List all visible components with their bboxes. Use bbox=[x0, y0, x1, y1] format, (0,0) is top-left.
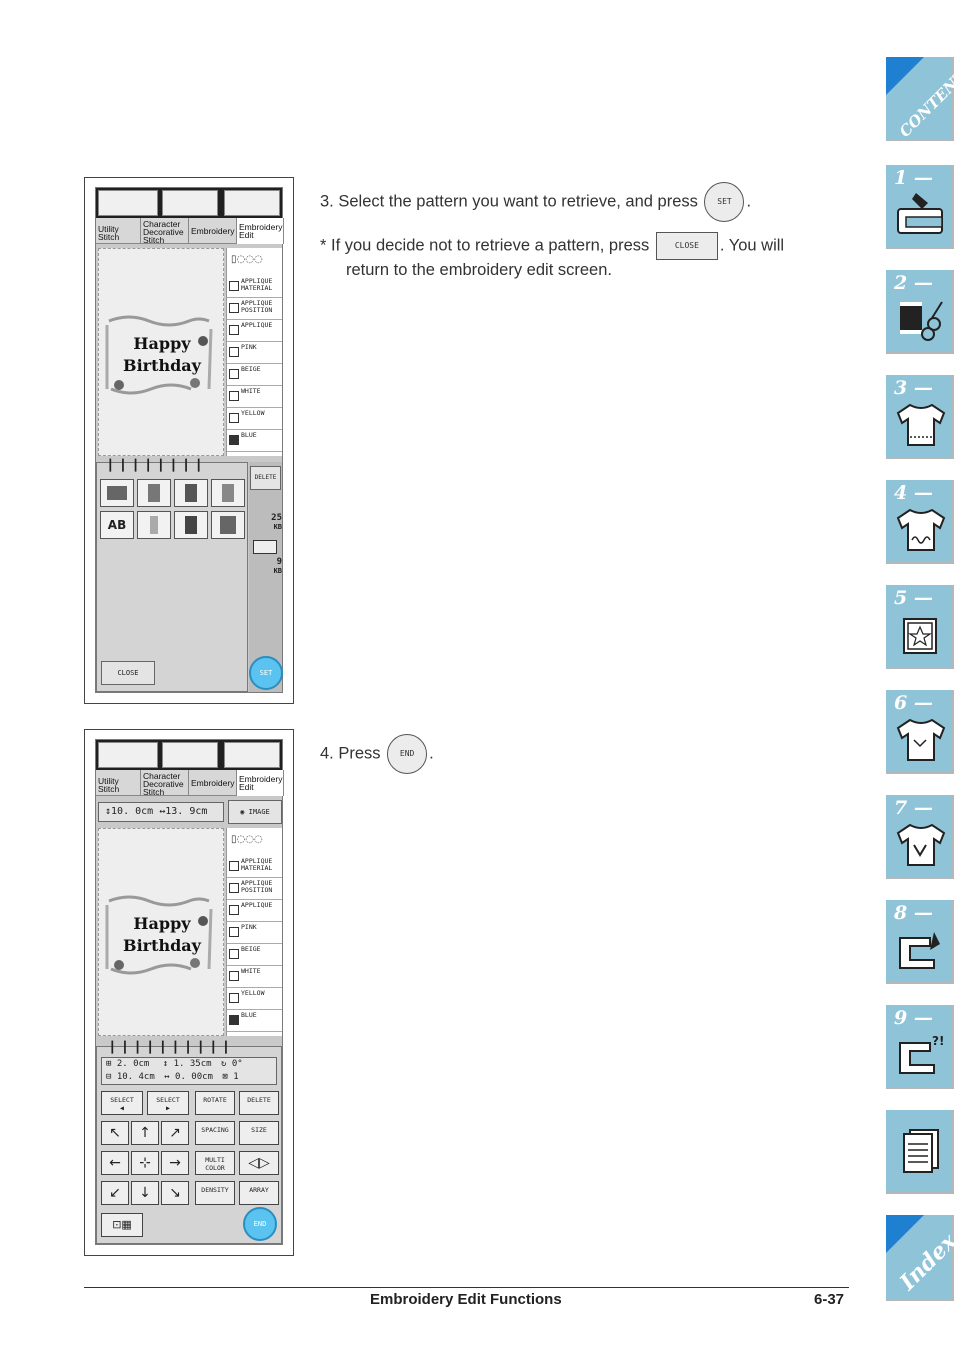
machine-troubleshooting-icon bbox=[894, 1029, 946, 1081]
color-row bbox=[227, 944, 282, 966]
color-row bbox=[227, 430, 282, 452]
tab-document[interactable] bbox=[886, 1110, 954, 1194]
width-icon: ↔ bbox=[159, 806, 166, 817]
thumb-graphic bbox=[150, 516, 158, 534]
color-row bbox=[227, 856, 282, 878]
thumb-ab-label: AB bbox=[107, 518, 127, 532]
pattern-memory-panel bbox=[96, 459, 248, 692]
color-label: APPLIQUE POSITION bbox=[241, 299, 273, 314]
color-label: APPLIQUE POSITION bbox=[241, 879, 273, 894]
multi-color-button[interactable]: MULTI COLOR bbox=[195, 1151, 235, 1175]
rotate-button[interactable]: ROTATE bbox=[195, 1091, 235, 1115]
mode-utility[interactable]: Utility Stitch bbox=[96, 770, 141, 796]
machine-memory-value: 25 bbox=[271, 513, 282, 523]
info-color-count: 1 bbox=[233, 1072, 239, 1082]
edit-info-row-2 bbox=[106, 1071, 276, 1084]
color-swatch bbox=[229, 435, 239, 445]
select-prev-button[interactable] bbox=[101, 1091, 143, 1115]
card-memory-unit: KB bbox=[273, 567, 282, 575]
end-key-reference: END bbox=[387, 734, 427, 774]
step-3-note-line-2: return to the embroidery edit screen. bbox=[346, 261, 612, 279]
color-label: YELLOW bbox=[241, 409, 265, 417]
color-row bbox=[227, 276, 282, 298]
tab-chapter-number: 3 — bbox=[894, 377, 933, 399]
tab-chapter-number: 6 — bbox=[894, 692, 933, 714]
pattern-text bbox=[117, 333, 207, 377]
memory-pattern-1[interactable] bbox=[100, 479, 134, 507]
binder-hooks: ┃┃┃┃┃┃┃┃┃┃ bbox=[109, 1041, 236, 1054]
screen-frame-edit bbox=[84, 729, 294, 1256]
tab-chapter-5[interactable] bbox=[886, 585, 954, 669]
end-button[interactable]: END bbox=[243, 1207, 277, 1241]
tab-contents-label: CONTENTS bbox=[895, 59, 977, 141]
set-key-reference: SET bbox=[704, 182, 744, 222]
step-4-instruction: 4. Press END . bbox=[320, 734, 850, 774]
tab-chapter-7[interactable] bbox=[886, 795, 954, 879]
move-down-left-button[interactable]: ↙ bbox=[101, 1181, 129, 1205]
move-right-button[interactable]: → bbox=[161, 1151, 189, 1175]
color-row bbox=[227, 966, 282, 988]
pattern-line-1: Happy bbox=[133, 334, 191, 353]
select-next-label: SELECT bbox=[156, 1096, 180, 1104]
color-label: BEIGE bbox=[241, 365, 261, 373]
edit-info-row-1 bbox=[106, 1058, 276, 1071]
mirror-button[interactable]: ◁▷ bbox=[239, 1151, 279, 1175]
card-memory-readout bbox=[249, 558, 282, 576]
color-label: APPLIQUE bbox=[241, 321, 273, 329]
color-swatch bbox=[229, 325, 239, 335]
set-button[interactable]: SET bbox=[249, 656, 283, 690]
embroidery-frame-icon bbox=[894, 609, 946, 661]
color-row bbox=[227, 364, 282, 386]
edit-control-panel bbox=[96, 1041, 282, 1244]
pattern-line-2: Birthday bbox=[123, 356, 201, 375]
color-row bbox=[227, 408, 282, 430]
info-rotation: 0° bbox=[231, 1059, 243, 1069]
tab-corner-marker bbox=[886, 1215, 924, 1253]
tshirt-stitch-icon bbox=[894, 399, 946, 451]
step-3-text: 3. Select the pattern you want to retrieve, and press bbox=[320, 192, 698, 211]
close-key-reference: CLOSE bbox=[656, 232, 718, 260]
tab-chapter-8[interactable] bbox=[886, 900, 954, 984]
screen-frame-retrieve bbox=[84, 177, 294, 704]
thread-color-list bbox=[226, 248, 282, 456]
spacing-button[interactable]: SPACING bbox=[195, 1121, 235, 1145]
color-swatch bbox=[229, 905, 239, 915]
color-row bbox=[227, 1010, 282, 1032]
note-text-suffix: . You will bbox=[719, 236, 785, 255]
color-label: APPLIQUE bbox=[241, 901, 273, 909]
mode-embroidery[interactable]: Embroidery bbox=[189, 218, 237, 244]
binder-hooks: ┃┃┃┃┃┃┃┃ bbox=[107, 459, 208, 472]
thumb-graphic bbox=[220, 516, 236, 534]
tab-chapter-9[interactable] bbox=[886, 1005, 954, 1089]
card-memory-value: 9 bbox=[276, 557, 282, 567]
pattern-width: 13. 9cm bbox=[165, 806, 208, 817]
tshirt-embroidery-icon bbox=[894, 714, 946, 766]
info-move-y: 1. 35cm bbox=[173, 1059, 212, 1069]
move-up-left-button[interactable]: ↖ bbox=[101, 1121, 129, 1145]
color-label: APPLIQUE MATERIAL bbox=[241, 857, 273, 872]
step-4-text: 4. Press bbox=[320, 744, 381, 763]
note-text: * If you decide not to retrieve a pattern, press bbox=[320, 236, 650, 255]
machine-maintenance-icon bbox=[894, 924, 946, 976]
memory-save-button[interactable]: ⊡▦ bbox=[101, 1213, 143, 1237]
lcd-help-key[interactable] bbox=[162, 190, 218, 216]
color-swatch bbox=[229, 413, 239, 423]
array-button[interactable]: ARRAY bbox=[239, 1181, 279, 1205]
density-button[interactable]: DENSITY bbox=[195, 1181, 235, 1205]
footer-page-number: 6-37 bbox=[814, 1291, 845, 1308]
color-row bbox=[227, 878, 282, 900]
info-size-y: 2. 0cm bbox=[116, 1059, 150, 1069]
lcd-top-bar bbox=[96, 188, 282, 218]
move-up-right-button[interactable]: ↗ bbox=[161, 1121, 189, 1145]
tab-index[interactable] bbox=[886, 1215, 962, 1301]
footer-section-title: Embroidery Edit Functions bbox=[370, 1291, 562, 1308]
mode-tabs bbox=[96, 218, 282, 244]
color-swatch bbox=[229, 1015, 239, 1025]
pattern-line-1: Happy bbox=[133, 914, 191, 933]
memory-pattern-7[interactable] bbox=[174, 511, 208, 539]
mode-tabs bbox=[96, 770, 282, 796]
color-swatch bbox=[229, 927, 239, 937]
color-row bbox=[227, 922, 282, 944]
thumb-graphic bbox=[222, 484, 234, 502]
document-pages-icon bbox=[894, 1126, 946, 1178]
tshirt-character-stitch-icon bbox=[894, 504, 946, 556]
color-swatch bbox=[229, 949, 239, 959]
height-icon: ↕ bbox=[105, 806, 112, 817]
tshirt-edit-icon bbox=[894, 819, 946, 871]
thumb-graphic bbox=[107, 486, 127, 500]
size-button[interactable]: SIZE bbox=[239, 1121, 279, 1145]
move-left-button[interactable]: ← bbox=[101, 1151, 129, 1175]
footer-rule bbox=[84, 1287, 849, 1288]
color-count-icon: ⊠ bbox=[222, 1072, 228, 1082]
mode-character[interactable]: Character Decorative Stitch bbox=[141, 218, 189, 244]
select-next-button[interactable] bbox=[147, 1091, 189, 1115]
rotate-icon: ↻ bbox=[220, 1059, 227, 1069]
tab-chapter-2[interactable] bbox=[886, 270, 954, 354]
lcd-top-bar bbox=[96, 740, 282, 770]
thread-color-list bbox=[226, 828, 282, 1036]
select-prev-label: SELECT bbox=[110, 1096, 134, 1104]
pattern-preview bbox=[98, 248, 224, 456]
lcd-mode-key[interactable] bbox=[98, 190, 158, 216]
color-swatch bbox=[229, 347, 239, 357]
tab-chapter-number: 7 — bbox=[894, 797, 933, 819]
memory-side-panel bbox=[249, 462, 282, 692]
thumb-graphic bbox=[185, 516, 197, 534]
image-icon: ◉ bbox=[240, 808, 245, 816]
pattern-text bbox=[117, 913, 207, 957]
mode-embroidery-edit[interactable]: Embroidery Edit bbox=[237, 770, 284, 796]
color-label: PINK bbox=[241, 343, 257, 351]
tab-chapter-number: 2 — bbox=[894, 272, 933, 294]
move-down-right-button[interactable]: ↘ bbox=[161, 1181, 189, 1205]
color-row bbox=[227, 298, 282, 320]
tab-chapter-number: 8 — bbox=[894, 902, 933, 924]
thumb-graphic bbox=[185, 484, 197, 502]
thumb-graphic bbox=[148, 484, 160, 502]
mode-embroidery-edit[interactable]: Embroidery Edit bbox=[237, 218, 284, 244]
triangle-right-icon: ▶ bbox=[166, 1104, 170, 1112]
color-swatch bbox=[229, 971, 239, 981]
machine-memory-unit: KB bbox=[273, 523, 282, 531]
tab-chapter-3[interactable] bbox=[886, 375, 954, 459]
thread-spool-scissors-icon bbox=[894, 294, 946, 346]
tab-chapter-number: 9 — bbox=[894, 1007, 933, 1029]
color-swatch bbox=[229, 993, 239, 1003]
color-swatch bbox=[229, 861, 239, 871]
sewing-machine-threading-icon bbox=[894, 189, 946, 241]
memory-pattern-4[interactable] bbox=[211, 479, 245, 507]
lcd-screen-retrieve bbox=[95, 187, 283, 693]
tab-chapter-6[interactable] bbox=[886, 690, 954, 774]
color-swatch bbox=[229, 883, 239, 893]
triangle-left-icon: ◀ bbox=[120, 1104, 124, 1112]
info-move-x: 0. 00cm bbox=[175, 1072, 213, 1082]
color-row bbox=[227, 900, 282, 922]
tab-chapter-number: 4 — bbox=[894, 482, 933, 504]
pattern-preview bbox=[98, 828, 224, 1036]
move-x-icon: ↔ bbox=[164, 1072, 170, 1082]
lcd-list-key[interactable] bbox=[224, 742, 280, 768]
mode-utility[interactable]: Utility Stitch bbox=[96, 218, 141, 244]
delete-button[interactable]: DELETE bbox=[239, 1091, 279, 1115]
color-sequence-icons: ▯◌◌◌ bbox=[231, 254, 263, 265]
color-sequence-icons: ▯◌◌◌ bbox=[231, 834, 263, 845]
color-label: PINK bbox=[241, 923, 257, 931]
mode-character[interactable]: Character Decorative Stitch bbox=[141, 770, 189, 796]
color-label: WHITE bbox=[241, 967, 261, 975]
color-label: WHITE bbox=[241, 387, 261, 395]
color-swatch bbox=[229, 303, 239, 313]
tab-contents[interactable] bbox=[886, 57, 977, 141]
image-button-label: IMAGE bbox=[248, 808, 270, 816]
edit-info-readout bbox=[101, 1057, 277, 1085]
move-up-button[interactable]: ↑ bbox=[131, 1121, 159, 1145]
color-label: APPLIQUE MATERIAL bbox=[241, 277, 273, 292]
memory-pattern-2[interactable] bbox=[137, 479, 171, 507]
card-memory-icon bbox=[253, 540, 277, 554]
step-3-note bbox=[320, 232, 850, 260]
color-label: BLUE bbox=[241, 431, 257, 439]
machine-memory-readout bbox=[249, 514, 282, 532]
tab-chapter-number: 5 — bbox=[894, 587, 933, 609]
memory-pattern-3[interactable] bbox=[174, 479, 208, 507]
size-x-icon: ⊟ bbox=[106, 1072, 112, 1082]
memory-pattern-5[interactable] bbox=[100, 511, 134, 539]
lcd-mode-key[interactable] bbox=[98, 742, 158, 768]
tab-chapter-1[interactable] bbox=[886, 165, 954, 249]
memory-pattern-6[interactable] bbox=[137, 511, 171, 539]
image-button[interactable] bbox=[228, 800, 282, 824]
close-button[interactable]: CLOSE bbox=[101, 661, 155, 685]
move-y-icon: ↕ bbox=[162, 1059, 169, 1069]
pattern-height: 10. 0cm bbox=[111, 806, 154, 817]
color-row bbox=[227, 988, 282, 1010]
color-swatch bbox=[229, 391, 239, 401]
color-row bbox=[227, 342, 282, 364]
size-y-icon: ⊞ bbox=[106, 1059, 112, 1069]
lcd-help-key[interactable] bbox=[162, 742, 218, 768]
tab-chapter-number: 1 — bbox=[894, 167, 933, 189]
svg-text:?!: ?! bbox=[932, 1034, 945, 1048]
color-label: BLUE bbox=[241, 1011, 257, 1019]
move-center-button[interactable]: ⊹ bbox=[131, 1151, 159, 1175]
tab-chapter-4[interactable] bbox=[886, 480, 954, 564]
delete-button[interactable]: DELETE bbox=[250, 466, 281, 490]
color-row bbox=[227, 386, 282, 408]
tab-index-label: Index bbox=[894, 1228, 962, 1296]
memory-pattern-8[interactable] bbox=[211, 511, 245, 539]
mode-embroidery[interactable]: Embroidery bbox=[189, 770, 237, 796]
info-size-x: 10. 4cm bbox=[116, 1072, 155, 1082]
pattern-line-2: Birthday bbox=[123, 936, 201, 955]
move-down-button[interactable]: ↓ bbox=[131, 1181, 159, 1205]
color-row bbox=[227, 320, 282, 342]
pattern-size-readout bbox=[98, 802, 224, 822]
color-label: YELLOW bbox=[241, 989, 265, 997]
color-label: BEIGE bbox=[241, 945, 261, 953]
lcd-list-key[interactable] bbox=[224, 190, 280, 216]
tab-corner-marker bbox=[886, 57, 924, 95]
color-swatch bbox=[229, 281, 239, 291]
lcd-screen-edit bbox=[95, 739, 283, 1245]
color-swatch bbox=[229, 369, 239, 379]
step-3-instruction: 3. Select the pattern you want to retrieve, and press SET . bbox=[320, 182, 850, 222]
